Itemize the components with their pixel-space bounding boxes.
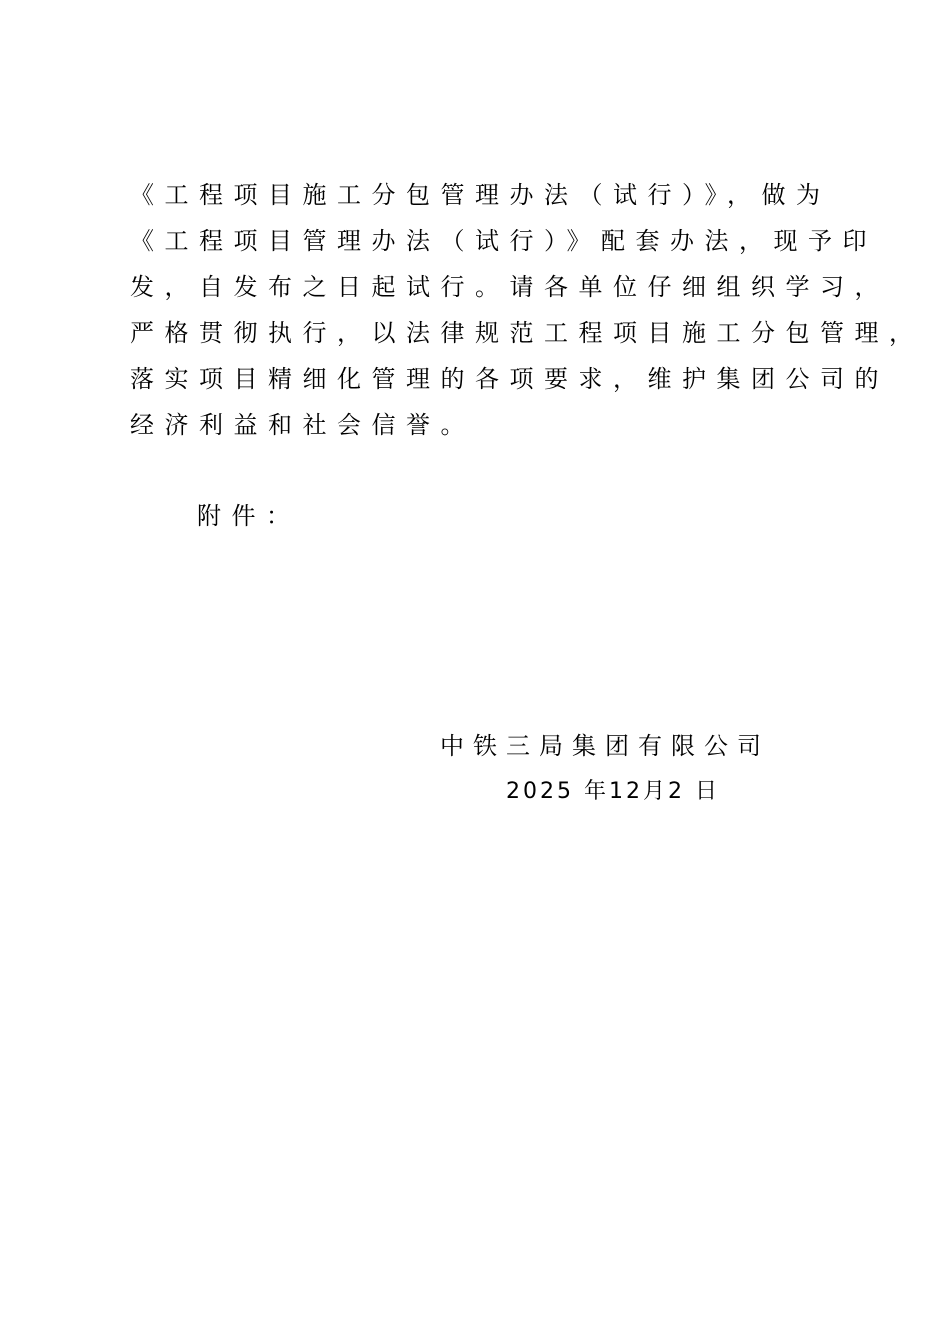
body-line: 经济利益和社会信誉。: [130, 411, 475, 439]
attachment-label: 附件：: [197, 502, 301, 530]
issue-date: 2025 年12月2 日: [506, 779, 720, 804]
body-line: 《工程项目管理办法（试行）》配套办法，现予印: [130, 227, 877, 255]
body-line: 严格贯彻执行，以法律规范工程项目施工分包管理，: [130, 319, 924, 347]
body-line: 发，自发布之日起试行。请各单位仔细组织学习，: [130, 273, 889, 301]
body-line: 落实项目精细化管理的各项要求，维护集团公司的: [130, 365, 889, 393]
body-paragraph: [130, 172, 924, 448]
issuer-signature: 中铁三局集团有限公司: [440, 732, 770, 760]
body-line: 《工程项目施工分包管理办法（试行）》，做为: [130, 181, 831, 209]
